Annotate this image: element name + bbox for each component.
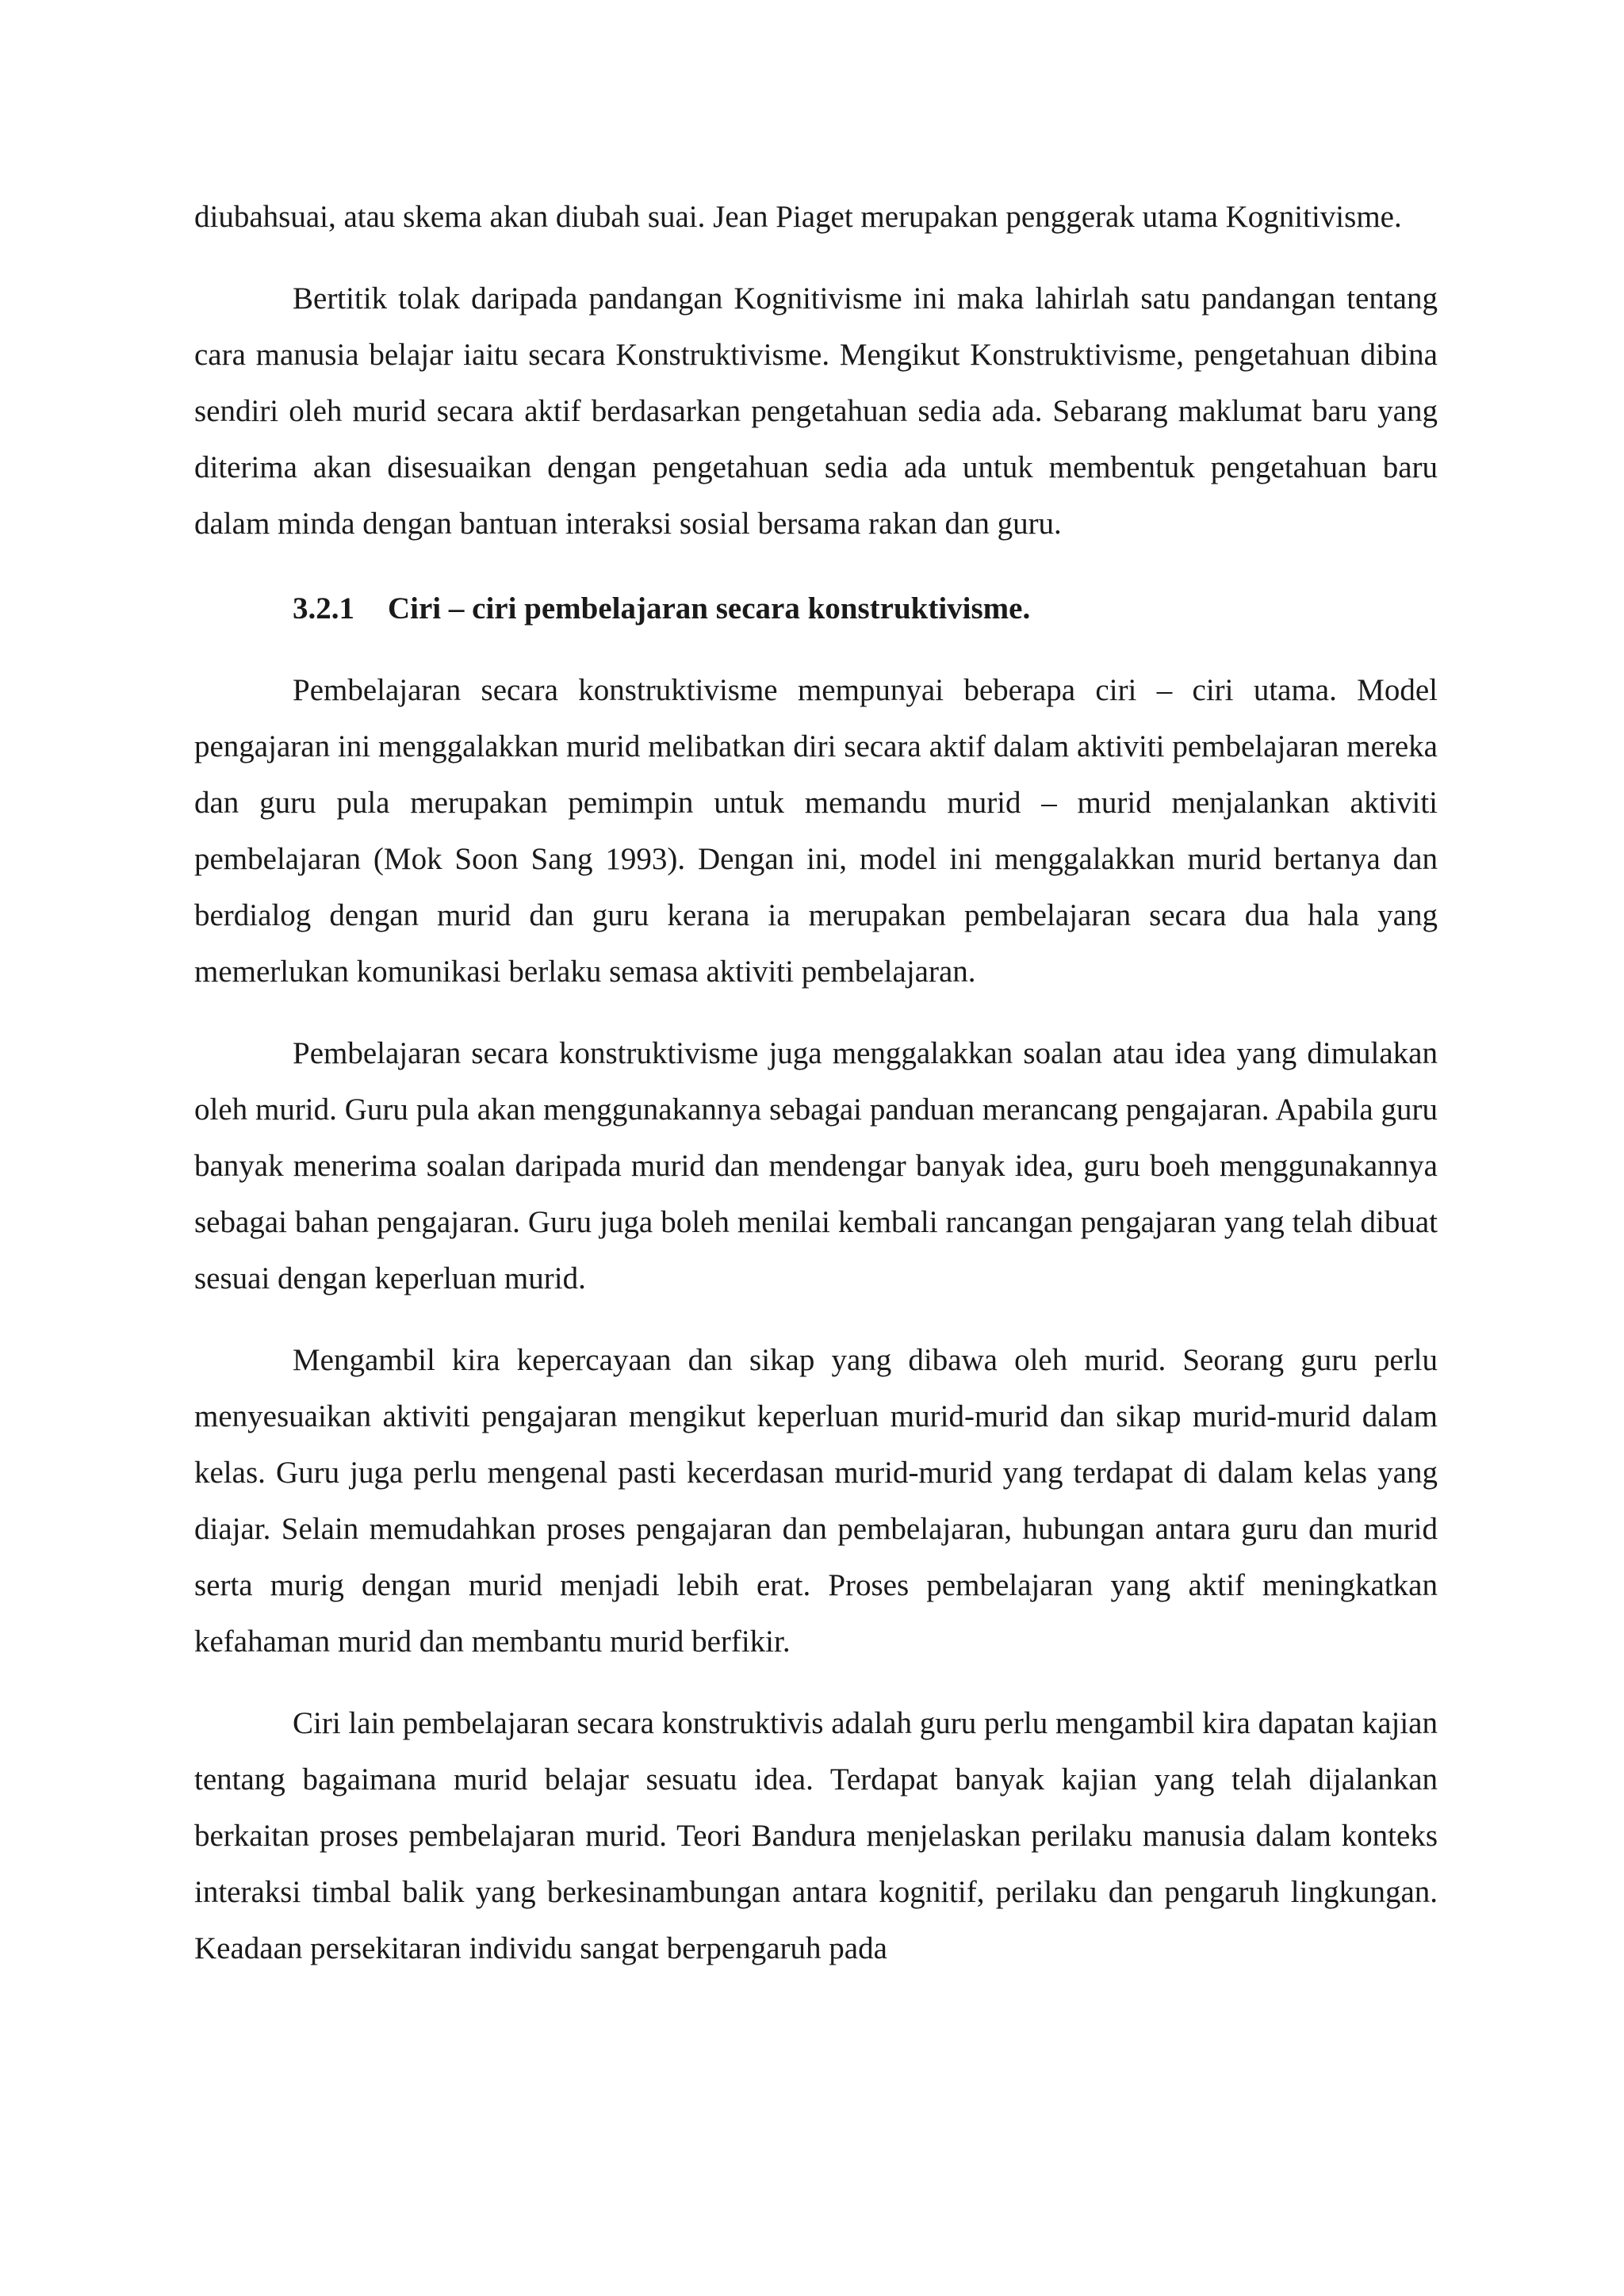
page-body [194,189,1438,1976]
section-heading [293,580,1438,637]
paragraph-dapatan-kajian: Ciri lain pembelajaran secara konstruktivis adalah guru perlu mengambil kira dapatan kajian tentang bagaimana murid belajar sesuatu idea. Terdapat banyak kajian yang telah dijalankan berkaitan proses pembelajaran murid. Teori Bandura menjelaskan perilaku manusia dalam konteks interaksi timbal balik yang berkesinambungan antara kognitif, perilaku dan pengaruh lingkungan. Keadaan persekitaran individu sangat berpengaruh pada [194,1706,1438,1965]
section-number: 3.2.1 [293,591,354,626]
paragraph-kepercayaan-sikap: Mengambil kira kepercayaan dan sikap yang dibawa oleh murid. Seorang guru perlu menyesuaikan aktiviti pengajaran mengikut keperluan murid-murid dan sikap murid-murid dalam kelas. Guru juga perlu mengenal pasti kecerdasan murid-murid yang terdapat di dalam kelas yang diajar. Selain memudahkan proses pengajaran dan pembelajaran, hubungan antara guru dan murid serta murig dengan murid menjadi lebih erat. Proses pembelajaran yang aktif meningkatkan kefahaman murid dan membantu murid berfikir. [194,1343,1438,1659]
paragraph-soalan-idea: Pembelajaran secara konstruktivisme juga menggalakkan soalan atau idea yang dimulakan oleh murid. Guru pula akan menggunakannya sebagai panduan merancang pengajaran. Apabila guru banyak menerima soalan daripada murid dan mendengar banyak idea, guru boeh menggunakannya sebagai bahan pengajaran. Guru juga boleh menilai kembali rancangan pengajaran yang telah dibuat sesuai dengan keperluan murid. [194,1036,1438,1295]
paragraph-continued: diubahsuai, atau skema akan diubah suai. Jean Piaget merupakan penggerak utama Kognitivisme. [194,200,1402,234]
section-title: Ciri – ciri pembelajaran secara konstruktivisme. [388,591,1031,626]
paragraph-ciri-utama: Pembelajaran secara konstruktivisme mempunyai beberapa ciri – ciri utama. Model pengajaran ini menggalakkan murid melibatkan diri secara aktif dalam aktiviti pembelajaran mereka dan guru pula merupakan pemimpin untuk memandu murid – murid menjalankan aktiviti pembelajaran (Mok Soon Sang 1993). Dengan ini, model ini menggalakkan murid bertanya dan berdialog dengan murid dan guru kerana ia merupakan pembelajaran secara dua hala yang memerlukan komunikasi berlaku semasa aktiviti pembelajaran. [194,673,1438,989]
paragraph-konstruktivisme: Bertitik tolak daripada pandangan Kognitivisme ini maka lahirlah satu pandangan tentang cara manusia belajar iaitu secara Konstruktivisme. Mengikut Konstruktivisme, pengetahuan dibina sendiri oleh murid secara aktif berdasarkan pengetahuan sedia ada. Sebarang maklumat baru yang diterima akan disesuaikan dengan pengetahuan sedia ada untuk membentuk pengetahuan baru dalam minda dengan bantuan interaksi sosial bersama rakan dan guru. [194,281,1438,541]
